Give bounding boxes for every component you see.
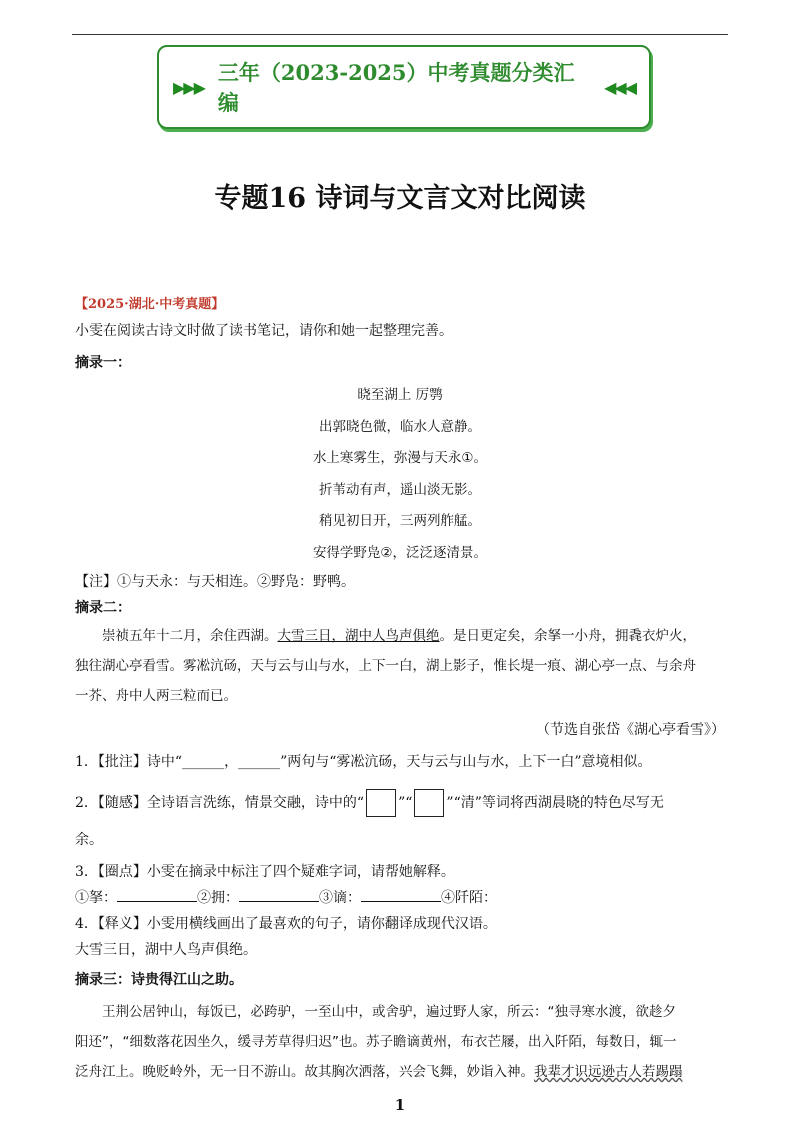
question-2-cont: 余。 xyxy=(75,832,103,848)
top-rule xyxy=(72,34,728,35)
underlined-sentence: 大雪三日，湖中人鸟声俱绝 xyxy=(277,628,440,644)
poem-line: 水上寒雾生，弥漫与天永①。 xyxy=(312,450,488,466)
source-tag: 【2025·湖北·中考真题】 xyxy=(75,297,225,312)
prose-line xyxy=(75,621,725,651)
q2-text: ”“清”等词将西湖晨晓的特色尽写无 xyxy=(446,795,664,811)
prose-text: 崇祯五年十二月，余住西湖。 xyxy=(102,628,278,644)
right-arrows-icon: ◀◀◀ xyxy=(604,77,635,97)
question-4-sentence: 大雪三日，湖中人鸟声俱绝。 xyxy=(75,942,257,958)
poem-line: 安得学野凫②，泛泛逐清景。 xyxy=(312,544,488,561)
prose-text: 。是日更定矣，余拏一小舟，拥毳衣炉火， xyxy=(439,628,696,644)
main-content xyxy=(75,292,725,1087)
q3-item: ③谪： xyxy=(319,890,361,906)
prose3-line: 王荆公居钟山，每饭已，必跨驴，一至山中，或舍驴，遍过野人家，所云：“独寻寒水渡，欲趁夕 xyxy=(102,1004,676,1020)
q2-text: 2．【随感】全诗语言洗练，情景交融，诗中的“ xyxy=(75,795,365,811)
question-1: 1．【批注】诗中“______，______”两句与“雾凇沆砀，天与云与山与水，上下一白”意境相似。 xyxy=(75,754,652,770)
q2-text: ”“ xyxy=(398,795,413,811)
q3-item: ④阡陌： xyxy=(441,890,497,906)
page-number: 1 xyxy=(394,1096,406,1114)
poem-line: 稍见初日开，三两列舴艋。 xyxy=(319,513,481,529)
series-banner xyxy=(157,45,651,129)
prose3-excerpt xyxy=(75,997,725,1087)
excerpt2-label: 摘录二： xyxy=(75,600,131,616)
prose-excerpt xyxy=(75,621,725,711)
page-title: 专题16 诗词与文言文对比阅读 xyxy=(214,183,586,214)
poem-line: 出郭晓色微，临水人意静。 xyxy=(319,418,481,435)
prose3-line xyxy=(75,1057,725,1087)
excerpt3-label: 摘录三：诗贵得江山之助。 xyxy=(75,972,243,988)
q3-item: ②拥： xyxy=(197,890,239,906)
poem-note: 【注】①与天永：与天相连。②野凫：野鸭。 xyxy=(75,574,355,590)
wavy-underlined-text: 我辈才识远逊古人若踢蹋 xyxy=(534,1064,683,1080)
poem-line: 折苇动有声，遥山淡无影。 xyxy=(319,481,481,498)
intro-text: 小雯在阅读古诗文时做了读书笔记，请你和她一起整理完善。 xyxy=(75,323,453,339)
q3-item: ①拏： xyxy=(75,890,117,906)
banner-text: 三年（2023-2025）中考真题分类汇编 xyxy=(217,60,575,115)
prose3-line: 阳还”，“细数落花因坐久，缓寻芳草得归迟”也。苏子瞻谪黄州，布衣芒屦，出入阡陌，每数日，辄一 xyxy=(75,1034,677,1050)
prose-text: 泛舟江上。晚贬岭外，无一日不游山。故其胸次洒落，兴会飞舞，妙诣入神。 xyxy=(75,1064,534,1080)
poem-title: 晓至湖上 厉鹗 xyxy=(357,387,443,403)
answer-blank[interactable] xyxy=(239,887,319,902)
question-4: 4．【释义】小雯用横线画出了最喜欢的句子，请你翻译成现代汉语。 xyxy=(75,916,497,932)
left-arrows-icon: ▶▶▶ xyxy=(173,77,204,97)
question-2 xyxy=(75,789,725,815)
answer-blank[interactable] xyxy=(117,887,197,902)
prose-line: 独往湖心亭看雪。雾凇沆砀，天与云与山与水，上下一白，湖上影子，惟长堤一痕、湖心亭一点、与余舟 xyxy=(75,658,696,674)
question-3-items xyxy=(75,885,725,911)
prose-source: （节选自张岱《湖心亭看雪》） xyxy=(536,722,725,738)
poem xyxy=(75,380,725,569)
excerpt1-label: 摘录一： xyxy=(75,355,131,371)
question-3: 3．【圈点】小雯在摘录中标注了四个疑难字词，请帮她解释。 xyxy=(75,864,455,880)
answer-box[interactable] xyxy=(414,789,444,817)
answer-box[interactable] xyxy=(366,789,396,817)
prose-line: 一芥、舟中人两三粒而已。 xyxy=(75,688,237,704)
answer-blank[interactable] xyxy=(361,887,441,902)
